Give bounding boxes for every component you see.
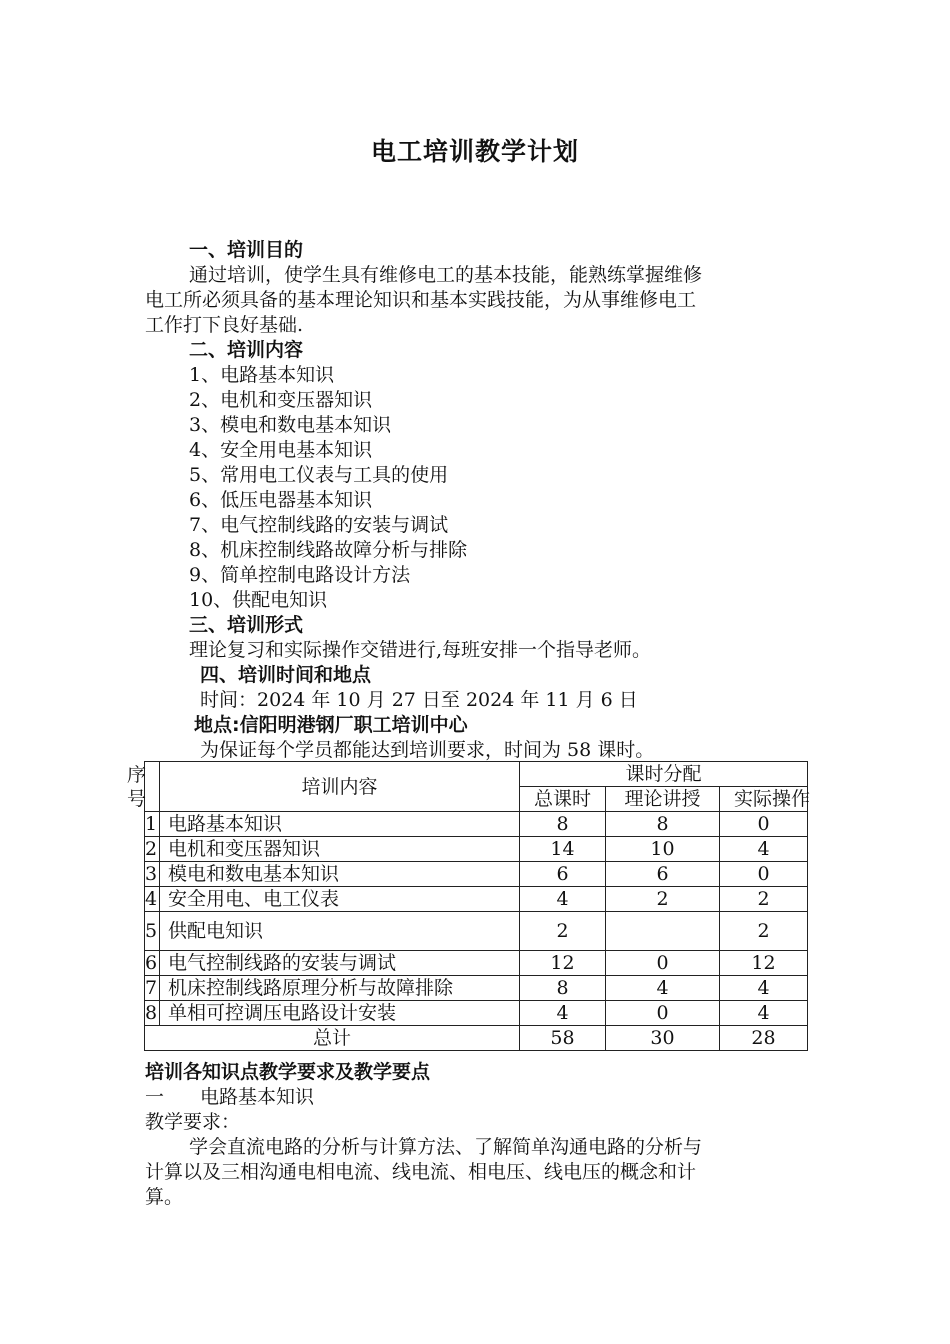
hours-note: 为保证每个学员都能达到培训要求，时间为 58 课时。 bbox=[200, 739, 655, 761]
header-practice-hours: 实际操作 bbox=[720, 787, 808, 812]
row-practice: 0 bbox=[720, 862, 808, 887]
schedule-table bbox=[127, 761, 811, 1051]
content-item: 4、安全用电基本知识 bbox=[189, 439, 373, 461]
row-theory: 8 bbox=[606, 812, 720, 837]
page-title: 电工培训教学计划 bbox=[370, 137, 579, 166]
row-content: 安全用电、电工仪表 bbox=[160, 887, 520, 912]
row-content: 单相可控调压电路设计安装 bbox=[160, 1001, 520, 1026]
header-no-line-2: 号 bbox=[127, 787, 147, 810]
row-practice: 12 bbox=[720, 951, 808, 976]
row-practice: 2 bbox=[720, 912, 808, 951]
row-total: 12 bbox=[520, 951, 606, 976]
subsection-title: 电路基本知识 bbox=[200, 1086, 315, 1108]
row-no: 5 bbox=[145, 912, 160, 951]
subsection-number: 一 bbox=[145, 1086, 165, 1108]
requirements-line-3: 算。 bbox=[145, 1186, 184, 1208]
table-row bbox=[145, 812, 808, 837]
content-item: 6、低压电器基本知识 bbox=[189, 489, 373, 511]
content-item: 7、电气控制线路的安装与调试 bbox=[189, 514, 449, 536]
row-theory: 10 bbox=[606, 837, 720, 862]
row-theory: 6 bbox=[606, 862, 720, 887]
content-item: 1、电路基本知识 bbox=[189, 364, 335, 386]
total-theory: 30 bbox=[606, 1026, 720, 1051]
content-item: 9、简单控制电路设计方法 bbox=[189, 564, 411, 586]
requirements-label: 教学要求： bbox=[145, 1111, 241, 1133]
row-no: 4 bbox=[145, 887, 160, 912]
content-item: 3、模电和数电基本知识 bbox=[189, 414, 392, 436]
table-total-row bbox=[145, 1026, 808, 1051]
total-practice: 28 bbox=[720, 1026, 808, 1051]
row-practice: 2 bbox=[720, 887, 808, 912]
row-theory: 2 bbox=[606, 887, 720, 912]
section-heading-format: 三、培训形式 bbox=[189, 614, 304, 636]
row-content: 供配电知识 bbox=[160, 912, 520, 951]
section-heading-requirements: 培训各知识点教学要求及教学要点 bbox=[145, 1061, 431, 1083]
training-time: 时间：2024 年 10 月 27 日至 2024 年 11 月 6 日 bbox=[200, 689, 638, 711]
row-theory: 4 bbox=[606, 976, 720, 1001]
content-item: 8、机床控制线路故障分析与排除 bbox=[189, 539, 468, 561]
row-total: 8 bbox=[520, 976, 606, 1001]
table-row bbox=[145, 976, 808, 1001]
row-no: 8 bbox=[145, 1001, 160, 1026]
purpose-line-1: 通过培训，使学生具有维修电工的基本技能，能熟练掌握维修 bbox=[189, 264, 703, 286]
row-total: 2 bbox=[520, 912, 606, 951]
section-heading-time-place: 四、培训时间和地点 bbox=[200, 664, 372, 686]
table-row bbox=[145, 887, 808, 912]
row-theory: 0 bbox=[606, 951, 720, 976]
row-total: 8 bbox=[520, 812, 606, 837]
row-content: 模电和数电基本知识 bbox=[160, 862, 520, 887]
row-practice: 0 bbox=[720, 812, 808, 837]
row-total: 6 bbox=[520, 862, 606, 887]
row-no: 6 bbox=[145, 951, 160, 976]
row-total: 4 bbox=[520, 1001, 606, 1026]
purpose-line-3: 工作打下良好基础. bbox=[145, 314, 304, 336]
row-total: 14 bbox=[520, 837, 606, 862]
table-row bbox=[145, 951, 808, 976]
training-place: 地点:信阳明港钢厂职工培训中心 bbox=[194, 714, 468, 736]
header-no-line-1: 序 bbox=[127, 763, 147, 786]
table-row bbox=[145, 912, 808, 951]
row-content: 电气控制线路的安装与调试 bbox=[160, 951, 520, 976]
row-content: 机床控制线路原理分析与故障排除 bbox=[160, 976, 520, 1001]
row-no: 1 bbox=[145, 812, 160, 837]
row-theory bbox=[606, 912, 720, 951]
purpose-line-2: 电工所必须具备的基本理论知识和基本实践技能，为从事维修电工 bbox=[145, 289, 697, 311]
content-item: 10、供配电知识 bbox=[189, 589, 328, 611]
row-content: 电路基本知识 bbox=[160, 812, 520, 837]
section-heading-purpose: 一、培训目的 bbox=[189, 239, 304, 261]
row-no: 3 bbox=[145, 862, 160, 887]
row-total: 4 bbox=[520, 887, 606, 912]
row-no: 7 bbox=[145, 976, 160, 1001]
content-item: 2、电机和变压器知识 bbox=[189, 389, 373, 411]
format-text: 理论复习和实际操作交错进行,每班安排一个指导老师。 bbox=[189, 639, 652, 661]
table-row bbox=[145, 862, 808, 887]
row-practice: 4 bbox=[720, 1001, 808, 1026]
header-total-hours: 总课时 bbox=[520, 787, 606, 812]
table-row bbox=[145, 1001, 808, 1026]
row-no: 2 bbox=[145, 837, 160, 862]
row-practice: 4 bbox=[720, 976, 808, 1001]
requirements-line-2: 计算以及三相沟通电相电流、线电流、相电压、线电压的概念和计 bbox=[145, 1161, 697, 1183]
row-content: 电机和变压器知识 bbox=[160, 837, 520, 862]
row-practice: 4 bbox=[720, 837, 808, 862]
total-label: 总计 bbox=[145, 1026, 520, 1051]
header-theory-hours: 理论讲授 bbox=[606, 787, 720, 812]
header-hours-group: 课时分配 bbox=[520, 762, 808, 787]
section-heading-content: 二、培训内容 bbox=[189, 339, 304, 361]
row-theory: 0 bbox=[606, 1001, 720, 1026]
content-item: 5、常用电工仪表与工具的使用 bbox=[189, 464, 449, 486]
table-row bbox=[145, 837, 808, 862]
total-hours: 58 bbox=[520, 1026, 606, 1051]
requirements-line-1: 学会直流电路的分析与计算方法、了解简单沟通电路的分析与 bbox=[189, 1136, 703, 1158]
table-header-row bbox=[145, 762, 808, 787]
header-no bbox=[127, 762, 160, 812]
header-content: 培训内容 bbox=[160, 762, 520, 812]
